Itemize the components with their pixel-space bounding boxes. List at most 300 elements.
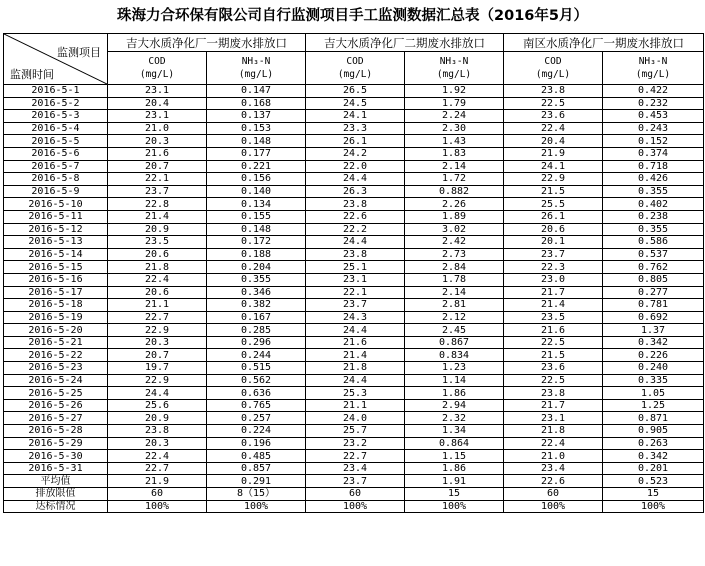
value-cell: 25.3 — [306, 387, 405, 400]
value-cell: 22.4 — [108, 450, 207, 463]
value-cell: 23.6 — [504, 362, 603, 375]
value-cell: 23.4 — [306, 462, 405, 475]
value-cell: 0.134 — [207, 198, 306, 211]
value-cell: 22.1 — [306, 286, 405, 299]
param-header — [108, 52, 207, 85]
summary-value-cell: 23.7 — [306, 475, 405, 488]
value-cell: 0.636 — [207, 387, 306, 400]
value-cell: 0.834 — [405, 349, 504, 362]
value-cell: 20.6 — [504, 223, 603, 236]
value-cell: 24.4 — [108, 387, 207, 400]
value-cell: 22.7 — [108, 462, 207, 475]
value-cell: 0.781 — [603, 299, 704, 312]
value-cell: 23.8 — [504, 85, 603, 98]
value-cell: 19.7 — [108, 362, 207, 375]
value-cell: 24.4 — [306, 173, 405, 186]
value-cell: 1.23 — [405, 362, 504, 375]
value-cell: 0.453 — [603, 110, 704, 123]
date-cell: 2016-5-26 — [4, 399, 108, 412]
table-row — [4, 147, 704, 160]
value-cell: 20.3 — [108, 336, 207, 349]
value-cell: 0.277 — [603, 286, 704, 299]
summary-value-cell: 100% — [306, 500, 405, 513]
date-cell: 2016-5-14 — [4, 248, 108, 261]
table-row — [4, 450, 704, 463]
value-cell: 23.6 — [504, 110, 603, 123]
value-cell: 25.7 — [306, 425, 405, 438]
param-unit: (mg/L) — [337, 69, 373, 80]
value-cell: 0.485 — [207, 450, 306, 463]
value-cell: 0.355 — [207, 273, 306, 286]
value-cell: 20.6 — [108, 286, 207, 299]
value-cell: 26.5 — [306, 85, 405, 98]
table-row — [4, 223, 704, 236]
outlet-header-row — [4, 34, 704, 52]
date-cell: 2016-5-15 — [4, 261, 108, 274]
param-header — [504, 52, 603, 85]
date-cell: 2016-5-19 — [4, 311, 108, 324]
value-cell: 0.152 — [603, 135, 704, 148]
value-cell: 0.864 — [405, 437, 504, 450]
value-cell: 2.14 — [405, 286, 504, 299]
value-cell: 21.7 — [504, 399, 603, 412]
param-unit: (mg/L) — [436, 69, 472, 80]
value-cell: 0.243 — [603, 122, 704, 135]
value-cell: 1.78 — [405, 273, 504, 286]
table-row — [4, 362, 704, 375]
summary-value-cell: 21.9 — [108, 475, 207, 488]
date-cell: 2016-5-17 — [4, 286, 108, 299]
value-cell: 23.7 — [504, 248, 603, 261]
summary-value-cell: 8（15） — [207, 488, 306, 501]
value-cell: 20.7 — [108, 160, 207, 173]
value-cell: 0.871 — [603, 412, 704, 425]
value-cell: 0.263 — [603, 437, 704, 450]
value-cell: 23.1 — [306, 273, 405, 286]
outlet-header: 吉大水质净化厂二期废水排放口 — [306, 34, 504, 52]
table-row — [4, 462, 704, 475]
value-cell: 24.1 — [306, 110, 405, 123]
table-row — [4, 311, 704, 324]
table-row — [4, 399, 704, 412]
value-cell: 24.3 — [306, 311, 405, 324]
value-cell: 21.4 — [306, 349, 405, 362]
value-cell: 21.8 — [108, 261, 207, 274]
value-cell: 23.0 — [504, 273, 603, 286]
date-cell: 2016-5-22 — [4, 349, 108, 362]
summary-value-cell: 100% — [504, 500, 603, 513]
value-cell: 3.02 — [405, 223, 504, 236]
value-cell: 24.4 — [306, 324, 405, 337]
date-cell: 2016-5-10 — [4, 198, 108, 211]
table-row — [4, 135, 704, 148]
summary-row — [4, 475, 704, 488]
value-cell: 23.8 — [108, 425, 207, 438]
summary-value-cell: 100% — [603, 500, 704, 513]
table-row — [4, 160, 704, 173]
date-cell: 2016-5-13 — [4, 236, 108, 249]
value-cell: 22.4 — [504, 122, 603, 135]
value-cell: 23.3 — [306, 122, 405, 135]
value-cell: 1.86 — [405, 462, 504, 475]
value-cell: 20.7 — [108, 349, 207, 362]
date-cell: 2016-5-24 — [4, 374, 108, 387]
value-cell: 21.4 — [504, 299, 603, 312]
param-unit: (mg/L) — [139, 69, 175, 80]
value-cell: 1.79 — [405, 97, 504, 110]
summary-label: 达标情况 — [4, 500, 108, 513]
value-cell: 0.857 — [207, 462, 306, 475]
value-cell: 1.34 — [405, 425, 504, 438]
value-cell: 24.4 — [306, 236, 405, 249]
value-cell: 21.1 — [306, 399, 405, 412]
value-cell: 0.232 — [603, 97, 704, 110]
value-cell: 0.285 — [207, 324, 306, 337]
value-cell: 2.81 — [405, 299, 504, 312]
table-row — [4, 425, 704, 438]
summary-row — [4, 488, 704, 501]
value-cell: 0.562 — [207, 374, 306, 387]
value-cell: 0.422 — [603, 85, 704, 98]
value-cell: 1.25 — [603, 399, 704, 412]
value-cell: 0.196 — [207, 437, 306, 450]
param-name: NH₃-N — [638, 56, 668, 67]
value-cell: 0.148 — [207, 223, 306, 236]
value-cell: 24.2 — [306, 147, 405, 160]
value-cell: 24.0 — [306, 412, 405, 425]
value-cell: 1.05 — [603, 387, 704, 400]
summary-value-cell: 60 — [504, 488, 603, 501]
date-cell: 2016-5-27 — [4, 412, 108, 425]
value-cell: 0.905 — [603, 425, 704, 438]
value-cell: 20.6 — [108, 248, 207, 261]
value-cell: 0.515 — [207, 362, 306, 375]
table-row — [4, 248, 704, 261]
value-cell: 21.6 — [306, 336, 405, 349]
param-header — [306, 52, 405, 85]
outlet-header: 南区水质净化厂一期废水排放口 — [504, 34, 704, 52]
value-cell: 0.224 — [207, 425, 306, 438]
value-cell: 0.718 — [603, 160, 704, 173]
date-cell: 2016-5-8 — [4, 173, 108, 186]
value-cell: 0.257 — [207, 412, 306, 425]
value-cell: 21.6 — [108, 147, 207, 160]
table-row — [4, 412, 704, 425]
value-cell: 26.1 — [306, 135, 405, 148]
value-cell: 23.8 — [306, 198, 405, 211]
value-cell: 0.221 — [207, 160, 306, 173]
value-cell: 0.805 — [603, 273, 704, 286]
value-cell: 1.37 — [603, 324, 704, 337]
value-cell: 0.382 — [207, 299, 306, 312]
value-cell: 0.167 — [207, 311, 306, 324]
value-cell: 0.342 — [603, 450, 704, 463]
value-cell: 2.26 — [405, 198, 504, 211]
value-cell: 21.1 — [108, 299, 207, 312]
value-cell: 23.8 — [504, 387, 603, 400]
value-cell: 0.188 — [207, 248, 306, 261]
summary-value-cell: 0.523 — [603, 475, 704, 488]
summary-label: 排放限值 — [4, 488, 108, 501]
summary-value-cell: 1.91 — [405, 475, 504, 488]
table-row — [4, 97, 704, 110]
value-cell: 0.156 — [207, 173, 306, 186]
value-cell: 1.72 — [405, 173, 504, 186]
param-header — [603, 52, 704, 85]
value-cell: 0.867 — [405, 336, 504, 349]
value-cell: 20.3 — [108, 437, 207, 450]
value-cell: 0.238 — [603, 210, 704, 223]
value-cell: 23.4 — [504, 462, 603, 475]
value-cell: 1.89 — [405, 210, 504, 223]
date-cell: 2016-5-6 — [4, 147, 108, 160]
value-cell: 0.346 — [207, 286, 306, 299]
value-cell: 22.5 — [504, 97, 603, 110]
value-cell: 0.177 — [207, 147, 306, 160]
date-cell: 2016-5-4 — [4, 122, 108, 135]
value-cell: 0.762 — [603, 261, 704, 274]
table-row — [4, 122, 704, 135]
value-cell: 2.14 — [405, 160, 504, 173]
value-cell: 0.137 — [207, 110, 306, 123]
corner-label-item: 监测项目 — [57, 46, 101, 59]
value-cell: 21.8 — [504, 425, 603, 438]
outlet-header: 吉大水质净化厂一期废水排放口 — [108, 34, 306, 52]
value-cell: 21.8 — [306, 362, 405, 375]
value-cell: 0.355 — [603, 223, 704, 236]
value-cell: 22.1 — [108, 173, 207, 186]
value-cell: 22.4 — [504, 437, 603, 450]
report-title: 珠海力合环保有限公司自行监测项目手工监测数据汇总表（2016年5月） — [117, 8, 588, 24]
table-row — [4, 173, 704, 186]
value-cell: 0.335 — [603, 374, 704, 387]
value-cell: 25.6 — [108, 399, 207, 412]
table-row — [4, 110, 704, 123]
value-cell: 22.7 — [306, 450, 405, 463]
value-cell: 22.8 — [108, 198, 207, 211]
param-unit: (mg/L) — [238, 69, 274, 80]
table-row — [4, 185, 704, 198]
value-cell: 0.155 — [207, 210, 306, 223]
value-cell: 21.0 — [108, 122, 207, 135]
value-cell: 24.5 — [306, 97, 405, 110]
value-cell: 0.240 — [603, 362, 704, 375]
summary-value-cell: 22.6 — [504, 475, 603, 488]
value-cell: 1.14 — [405, 374, 504, 387]
param-header — [207, 52, 306, 85]
value-cell: 0.426 — [603, 173, 704, 186]
value-cell: 20.3 — [108, 135, 207, 148]
value-cell: 0.168 — [207, 97, 306, 110]
value-cell: 21.4 — [108, 210, 207, 223]
value-cell: 2.84 — [405, 261, 504, 274]
value-cell: 0.296 — [207, 336, 306, 349]
summary-label: 平均值 — [4, 475, 108, 488]
date-cell: 2016-5-29 — [4, 437, 108, 450]
date-cell: 2016-5-3 — [4, 110, 108, 123]
date-cell: 2016-5-31 — [4, 462, 108, 475]
value-cell: 0.244 — [207, 349, 306, 362]
summary-value-cell: 60 — [108, 488, 207, 501]
value-cell: 2.45 — [405, 324, 504, 337]
value-cell: 22.7 — [108, 311, 207, 324]
monitoring-data-table — [3, 33, 704, 513]
value-cell: 25.5 — [504, 198, 603, 211]
table-row — [4, 236, 704, 249]
value-cell: 0.226 — [603, 349, 704, 362]
date-cell: 2016-5-21 — [4, 336, 108, 349]
value-cell: 22.9 — [108, 324, 207, 337]
value-cell: 1.15 — [405, 450, 504, 463]
value-cell: 22.5 — [504, 374, 603, 387]
value-cell: 23.5 — [504, 311, 603, 324]
value-cell: 0.355 — [603, 185, 704, 198]
value-cell: 23.1 — [108, 110, 207, 123]
table-row — [4, 437, 704, 450]
value-cell: 22.4 — [108, 273, 207, 286]
value-cell: 21.0 — [504, 450, 603, 463]
value-cell: 0.765 — [207, 399, 306, 412]
summary-value-cell: 100% — [207, 500, 306, 513]
table-row — [4, 198, 704, 211]
value-cell: 20.4 — [504, 135, 603, 148]
value-cell: 23.7 — [108, 185, 207, 198]
table-row — [4, 299, 704, 312]
value-cell: 0.882 — [405, 185, 504, 198]
value-cell: 21.5 — [504, 349, 603, 362]
date-cell: 2016-5-18 — [4, 299, 108, 312]
date-cell: 2016-5-23 — [4, 362, 108, 375]
value-cell: 2.30 — [405, 122, 504, 135]
value-cell: 21.9 — [504, 147, 603, 160]
value-cell: 23.5 — [108, 236, 207, 249]
corner-label-time: 监测时间 — [10, 68, 54, 81]
value-cell: 21.5 — [504, 185, 603, 198]
summary-row — [4, 500, 704, 513]
summary-value-cell: 15 — [405, 488, 504, 501]
param-unit: (mg/L) — [635, 69, 671, 80]
value-cell: 0.586 — [603, 236, 704, 249]
value-cell: 20.1 — [504, 236, 603, 249]
value-cell: 20.9 — [108, 223, 207, 236]
date-cell: 2016-5-2 — [4, 97, 108, 110]
date-cell: 2016-5-5 — [4, 135, 108, 148]
value-cell: 2.32 — [405, 412, 504, 425]
date-cell: 2016-5-28 — [4, 425, 108, 438]
value-cell: 2.42 — [405, 236, 504, 249]
date-cell: 2016-5-1 — [4, 85, 108, 98]
value-cell: 1.92 — [405, 85, 504, 98]
value-cell: 1.86 — [405, 387, 504, 400]
value-cell: 0.374 — [603, 147, 704, 160]
param-name: COD — [544, 56, 562, 67]
date-cell: 2016-5-25 — [4, 387, 108, 400]
table-row — [4, 387, 704, 400]
param-unit: (mg/L) — [535, 69, 571, 80]
value-cell: 0.201 — [603, 462, 704, 475]
value-cell: 2.94 — [405, 399, 504, 412]
value-cell: 23.7 — [306, 299, 405, 312]
value-cell: 22.5 — [504, 336, 603, 349]
value-cell: 23.8 — [306, 248, 405, 261]
table-row — [4, 286, 704, 299]
date-cell: 2016-5-9 — [4, 185, 108, 198]
value-cell: 21.7 — [504, 286, 603, 299]
value-cell: 20.9 — [108, 412, 207, 425]
table-row — [4, 324, 704, 337]
param-header — [405, 52, 504, 85]
param-name: NH₃-N — [241, 56, 271, 67]
value-cell: 22.9 — [504, 173, 603, 186]
table-row — [4, 374, 704, 387]
date-cell: 2016-5-12 — [4, 223, 108, 236]
param-name: NH₃-N — [439, 56, 469, 67]
summary-value-cell: 100% — [108, 500, 207, 513]
value-cell: 20.4 — [108, 97, 207, 110]
value-cell: 1.43 — [405, 135, 504, 148]
date-cell: 2016-5-30 — [4, 450, 108, 463]
value-cell: 23.1 — [504, 412, 603, 425]
value-cell: 22.3 — [504, 261, 603, 274]
value-cell: 21.6 — [504, 324, 603, 337]
date-cell: 2016-5-20 — [4, 324, 108, 337]
summary-value-cell: 60 — [306, 488, 405, 501]
value-cell: 2.24 — [405, 110, 504, 123]
table-row — [4, 349, 704, 362]
value-cell: 26.1 — [504, 210, 603, 223]
summary-value-cell: 100% — [405, 500, 504, 513]
param-header-row — [4, 52, 704, 85]
value-cell: 0.537 — [603, 248, 704, 261]
table-row — [4, 336, 704, 349]
param-name: COD — [148, 56, 166, 67]
date-cell: 2016-5-16 — [4, 273, 108, 286]
value-cell: 24.4 — [306, 374, 405, 387]
value-cell: 2.12 — [405, 311, 504, 324]
table-row — [4, 85, 704, 98]
value-cell: 26.3 — [306, 185, 405, 198]
value-cell: 2.73 — [405, 248, 504, 261]
table-row — [4, 210, 704, 223]
date-cell: 2016-5-7 — [4, 160, 108, 173]
param-name: COD — [346, 56, 364, 67]
value-cell: 22.0 — [306, 160, 405, 173]
value-cell: 22.9 — [108, 374, 207, 387]
table-row — [4, 261, 704, 274]
value-cell: 22.6 — [306, 210, 405, 223]
summary-value-cell: 0.291 — [207, 475, 306, 488]
value-cell: 0.148 — [207, 135, 306, 148]
value-cell: 0.147 — [207, 85, 306, 98]
value-cell: 22.2 — [306, 223, 405, 236]
date-cell: 2016-5-11 — [4, 210, 108, 223]
table-row — [4, 273, 704, 286]
value-cell: 0.692 — [603, 311, 704, 324]
value-cell: 23.2 — [306, 437, 405, 450]
value-cell: 0.402 — [603, 198, 704, 211]
value-cell: 25.1 — [306, 261, 405, 274]
value-cell: 24.1 — [504, 160, 603, 173]
value-cell: 0.140 — [207, 185, 306, 198]
value-cell: 0.172 — [207, 236, 306, 249]
value-cell: 23.1 — [108, 85, 207, 98]
value-cell: 1.83 — [405, 147, 504, 160]
value-cell: 0.153 — [207, 122, 306, 135]
value-cell: 0.204 — [207, 261, 306, 274]
value-cell: 0.342 — [603, 336, 704, 349]
corner-header-cell — [4, 34, 108, 85]
summary-value-cell: 15 — [603, 488, 704, 501]
